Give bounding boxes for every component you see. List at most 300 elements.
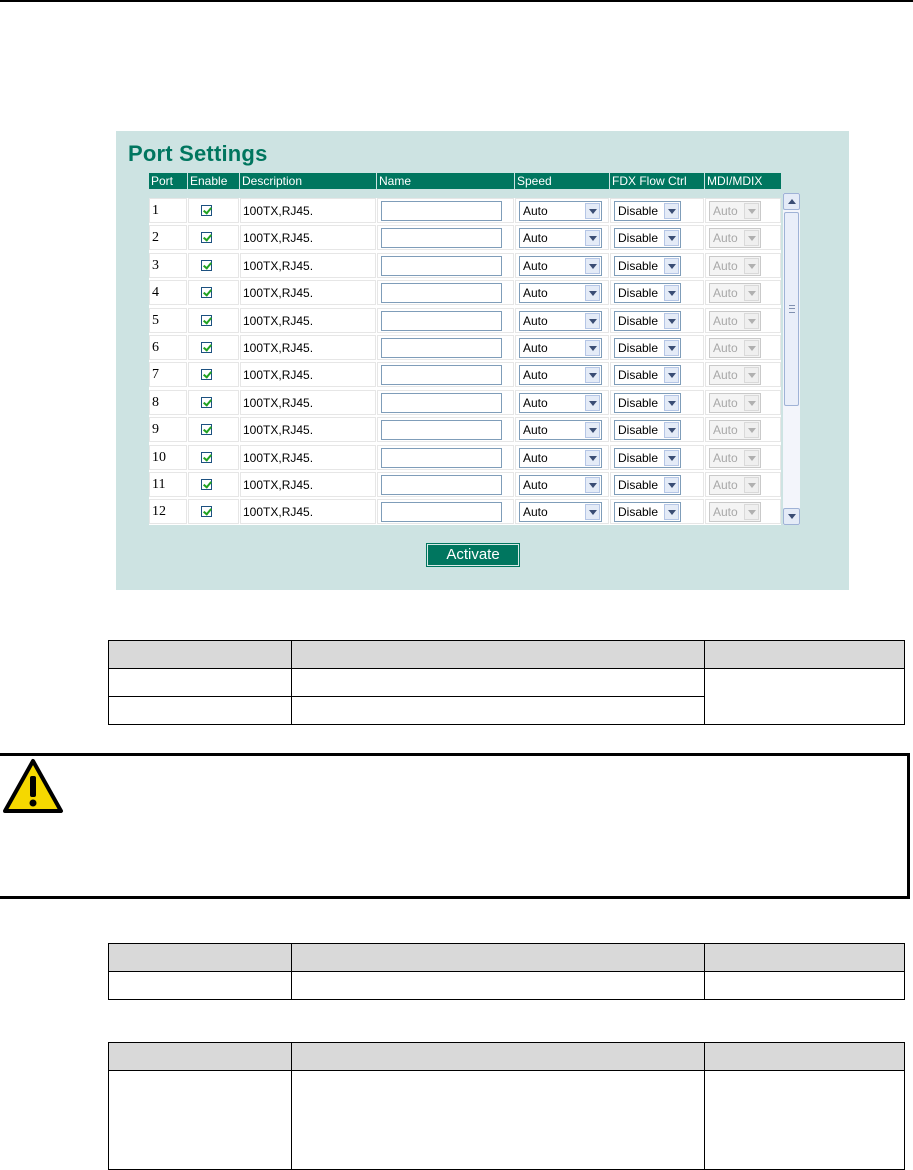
- fdx-cell: [610, 417, 704, 442]
- mdi-value: Auto: [713, 231, 738, 245]
- port-name-input[interactable]: [381, 502, 502, 522]
- enable-cell: [188, 499, 239, 524]
- enable-checkbox[interactable]: [201, 287, 212, 298]
- chevron-down-icon[interactable]: [664, 340, 679, 356]
- speed-select[interactable]: [519, 338, 602, 358]
- port-description: 100TX,RJ45.: [243, 396, 314, 410]
- port-settings-panel: [116, 131, 849, 590]
- enable-checkbox[interactable]: [201, 369, 212, 380]
- mdi-mdix-select: [709, 201, 761, 221]
- speed-select[interactable]: [519, 228, 602, 248]
- description-cell: [240, 499, 376, 524]
- name-cell: [377, 362, 514, 387]
- enable-checkbox[interactable]: [201, 205, 212, 216]
- chevron-down-icon: [744, 477, 759, 493]
- chevron-down-icon[interactable]: [585, 504, 600, 520]
- chevron-down-icon[interactable]: [664, 422, 679, 438]
- fdx-cell: [610, 198, 704, 223]
- column-header-speed: Speed: [515, 173, 609, 189]
- table-row: [109, 1071, 905, 1170]
- speed-select[interactable]: [519, 201, 602, 221]
- fdx-value: Disable: [618, 259, 659, 273]
- port-description: 100TX,RJ45.: [243, 259, 314, 273]
- chevron-down-icon[interactable]: [664, 477, 679, 493]
- fdx-flow-ctrl-select[interactable]: [614, 420, 681, 440]
- chevron-down-icon[interactable]: [664, 504, 679, 520]
- mdi-mdix-select: [709, 502, 761, 522]
- chevron-down-icon[interactable]: [664, 313, 679, 329]
- fdx-cell: [610, 225, 704, 250]
- port-description: 100TX,RJ45.: [243, 231, 314, 245]
- port-name-input[interactable]: [381, 393, 502, 413]
- chevron-down-icon[interactable]: [585, 395, 600, 411]
- table-cell: [705, 972, 905, 1000]
- description-cell: [240, 225, 376, 250]
- fdx-value: Disable: [618, 396, 659, 410]
- page-title: Port Settings: [128, 141, 268, 166]
- speed-select[interactable]: [519, 475, 602, 495]
- warning-box: [0, 753, 910, 899]
- mdi-cell: [705, 280, 781, 305]
- table-header-cell: [705, 944, 905, 972]
- enable-cell: [188, 472, 239, 497]
- parameter-table-1: [108, 640, 905, 725]
- chevron-down-icon: [744, 285, 759, 301]
- table-cell: [291, 1071, 705, 1170]
- speed-select[interactable]: [519, 283, 602, 303]
- chevron-down-icon[interactable]: [585, 285, 600, 301]
- enable-cell: [188, 280, 239, 305]
- table-header-cell: [109, 1043, 292, 1071]
- port-cell: [149, 280, 187, 305]
- speed-cell: [515, 390, 609, 415]
- chevron-down-icon[interactable]: [585, 203, 600, 219]
- chevron-down-icon[interactable]: [585, 340, 600, 356]
- speed-cell: [515, 472, 609, 497]
- enable-cell: [188, 445, 239, 470]
- mdi-cell: [705, 198, 781, 223]
- fdx-cell: [610, 335, 704, 360]
- speed-value: Auto: [523, 286, 548, 300]
- table-header-cell: [109, 944, 292, 972]
- fdx-value: Disable: [618, 368, 659, 382]
- enable-cell: [188, 335, 239, 360]
- speed-cell: [515, 280, 609, 305]
- table-row: [149, 472, 781, 499]
- column-header-mdi-mdix: MDI/MDIX: [705, 173, 781, 189]
- fdx-value: Disable: [618, 341, 659, 355]
- mdi-value: Auto: [713, 341, 738, 355]
- fdx-flow-ctrl-select[interactable]: [614, 393, 681, 413]
- description-cell: [240, 335, 376, 360]
- table-header-cell: [705, 641, 905, 669]
- chevron-down-icon[interactable]: [585, 422, 600, 438]
- fdx-flow-ctrl-select[interactable]: [614, 338, 681, 358]
- chevron-down-icon: [744, 504, 759, 520]
- fdx-flow-ctrl-select[interactable]: [614, 311, 681, 331]
- page-top-rule: [0, 0, 913, 2]
- speed-cell: [515, 335, 609, 360]
- name-cell: [377, 308, 514, 333]
- mdi-mdix-select: [709, 283, 761, 303]
- chevron-down-icon: [744, 203, 759, 219]
- fdx-cell: [610, 472, 704, 497]
- table-header-cell: [291, 944, 705, 972]
- chevron-down-icon: [744, 313, 759, 329]
- port-list: [149, 198, 781, 525]
- port-number: 1: [152, 203, 159, 218]
- speed-cell: [515, 499, 609, 524]
- port-cell: [149, 308, 187, 333]
- chevron-down-icon: [744, 258, 759, 274]
- port-number: 6: [152, 340, 159, 355]
- chevron-down-icon[interactable]: [585, 258, 600, 274]
- table-cell: [705, 1071, 905, 1170]
- port-description: 100TX,RJ45.: [243, 451, 314, 465]
- chevron-down-icon: [744, 395, 759, 411]
- mdi-value: Auto: [713, 314, 738, 328]
- table-row: [149, 308, 781, 335]
- table-row: [149, 362, 781, 389]
- table-header-cell: [705, 1043, 905, 1071]
- chevron-down-icon[interactable]: [585, 477, 600, 493]
- enable-checkbox[interactable]: [201, 452, 212, 463]
- mdi-cell: [705, 253, 781, 278]
- port-number: 9: [152, 422, 159, 437]
- port-cell: [149, 445, 187, 470]
- chevron-down-icon[interactable]: [585, 450, 600, 466]
- port-name-input[interactable]: [381, 256, 502, 276]
- mdi-mdix-select: [709, 393, 761, 413]
- port-cell: [149, 362, 187, 387]
- table-header-cell: [291, 1043, 705, 1071]
- enable-checkbox[interactable]: [201, 506, 212, 517]
- enable-cell: [188, 308, 239, 333]
- table-header-row: [109, 944, 905, 972]
- port-description: 100TX,RJ45.: [243, 341, 314, 355]
- speed-value: Auto: [523, 204, 548, 218]
- fdx-cell: [610, 362, 704, 387]
- port-name-input[interactable]: [381, 475, 502, 495]
- port-description: 100TX,RJ45.: [243, 478, 314, 492]
- column-header-description: Description: [240, 173, 376, 189]
- parameter-table-3: [108, 1042, 905, 1170]
- speed-cell: [515, 198, 609, 223]
- port-description: 100TX,RJ45.: [243, 204, 314, 218]
- table-row: [149, 225, 781, 252]
- port-cell: [149, 499, 187, 524]
- chevron-down-icon[interactable]: [664, 258, 679, 274]
- table-row: [149, 335, 781, 362]
- fdx-value: Disable: [618, 286, 659, 300]
- port-number: 11: [152, 477, 166, 492]
- port-name-input[interactable]: [381, 420, 502, 440]
- table-header-cell: [109, 641, 292, 669]
- chevron-down-icon: [744, 340, 759, 356]
- chevron-down-icon: [744, 230, 759, 246]
- port-description: 100TX,RJ45.: [243, 505, 314, 519]
- enable-checkbox[interactable]: [201, 479, 212, 490]
- mdi-value: Auto: [713, 396, 738, 410]
- mdi-mdix-select: [709, 256, 761, 276]
- table-row: [149, 445, 781, 472]
- port-name-input[interactable]: [381, 283, 502, 303]
- mdi-mdix-select: [709, 311, 761, 331]
- warning-triangle-icon: [2, 758, 64, 814]
- name-cell: [377, 280, 514, 305]
- port-number: 12: [152, 504, 166, 519]
- chevron-down-icon[interactable]: [664, 203, 679, 219]
- speed-value: Auto: [523, 505, 548, 519]
- port-description: 100TX,RJ45.: [243, 286, 314, 300]
- speed-value: Auto: [523, 341, 548, 355]
- parameter-table-2: [108, 943, 905, 1000]
- table-row: [109, 669, 905, 697]
- speed-value: Auto: [523, 396, 548, 410]
- name-cell: [377, 417, 514, 442]
- port-cell: [149, 335, 187, 360]
- name-cell: [377, 472, 514, 497]
- mdi-cell: [705, 417, 781, 442]
- table-cell: [109, 972, 292, 1000]
- enable-cell: [188, 362, 239, 387]
- port-name-input[interactable]: [381, 338, 502, 358]
- table-cell: [291, 697, 705, 725]
- chevron-down-icon[interactable]: [664, 230, 679, 246]
- fdx-flow-ctrl-select[interactable]: [614, 201, 681, 221]
- speed-value: Auto: [523, 478, 548, 492]
- speed-select[interactable]: [519, 448, 602, 468]
- mdi-value: Auto: [713, 204, 738, 218]
- mdi-mdix-select: [709, 228, 761, 248]
- port-number: 8: [152, 395, 159, 410]
- port-cell: [149, 198, 187, 223]
- table-row: [149, 390, 781, 417]
- mdi-cell: [705, 308, 781, 333]
- mdi-cell: [705, 472, 781, 497]
- column-header-port: Port: [149, 173, 187, 189]
- table-row: [149, 198, 781, 225]
- table-cell: [109, 669, 292, 697]
- mdi-value: Auto: [713, 423, 738, 437]
- enable-cell: [188, 253, 239, 278]
- fdx-value: Disable: [618, 451, 659, 465]
- table-cell: [291, 669, 705, 697]
- port-name-input[interactable]: [381, 311, 502, 331]
- chevron-down-icon[interactable]: [585, 367, 600, 383]
- mdi-value: Auto: [713, 368, 738, 382]
- port-number: 10: [152, 450, 166, 465]
- table-row: [149, 253, 781, 280]
- port-description: 100TX,RJ45.: [243, 423, 314, 437]
- chevron-down-icon: [744, 450, 759, 466]
- chevron-down-icon: [744, 422, 759, 438]
- port-number: 5: [152, 313, 159, 328]
- enable-checkbox[interactable]: [201, 424, 212, 435]
- enable-checkbox[interactable]: [201, 397, 212, 408]
- grip-icon: [789, 305, 795, 313]
- mdi-mdix-select: [709, 448, 761, 468]
- fdx-value: Disable: [618, 314, 659, 328]
- fdx-flow-ctrl-select[interactable]: [614, 448, 681, 468]
- port-cell: [149, 253, 187, 278]
- table-row: [149, 499, 781, 526]
- mdi-cell: [705, 445, 781, 470]
- fdx-cell: [610, 308, 704, 333]
- fdx-value: Disable: [618, 204, 659, 218]
- port-list-scrollbar[interactable]: [783, 193, 800, 525]
- chevron-down-icon: [744, 367, 759, 383]
- fdx-value: Disable: [618, 423, 659, 437]
- port-name-input[interactable]: [381, 201, 502, 221]
- fdx-cell: [610, 390, 704, 415]
- enable-cell: [188, 225, 239, 250]
- table-cell: [109, 1071, 292, 1170]
- mdi-cell: [705, 225, 781, 250]
- description-cell: [240, 198, 376, 223]
- fdx-flow-ctrl-select[interactable]: [614, 283, 681, 303]
- enable-checkbox[interactable]: [201, 342, 212, 353]
- enable-checkbox[interactable]: [201, 260, 212, 271]
- enable-cell: [188, 390, 239, 415]
- mdi-value: Auto: [713, 451, 738, 465]
- speed-value: Auto: [523, 314, 548, 328]
- name-cell: [377, 499, 514, 524]
- speed-select[interactable]: [519, 420, 602, 440]
- table-cell: [109, 697, 292, 725]
- column-header-name: Name: [377, 173, 514, 189]
- fdx-cell: [610, 280, 704, 305]
- speed-select[interactable]: [519, 393, 602, 413]
- table-row: [109, 972, 905, 1000]
- fdx-flow-ctrl-select[interactable]: [614, 365, 681, 385]
- mdi-value: Auto: [713, 259, 738, 273]
- chevron-down-icon[interactable]: [585, 313, 600, 329]
- port-name-input[interactable]: [381, 448, 502, 468]
- name-cell: [377, 390, 514, 415]
- table-row: [149, 280, 781, 307]
- port-number: 3: [152, 258, 159, 273]
- table-header-cell: [291, 641, 705, 669]
- mdi-mdix-select: [709, 475, 761, 495]
- name-cell: [377, 225, 514, 250]
- description-cell: [240, 253, 376, 278]
- speed-value: Auto: [523, 231, 548, 245]
- chevron-down-icon[interactable]: [664, 367, 679, 383]
- chevron-down-icon[interactable]: [585, 230, 600, 246]
- table-header-row: [109, 641, 905, 669]
- mdi-value: Auto: [713, 286, 738, 300]
- mdi-value: Auto: [713, 478, 738, 492]
- port-number: 4: [152, 285, 159, 300]
- port-cell: [149, 417, 187, 442]
- fdx-value: Disable: [618, 478, 659, 492]
- port-number: 7: [152, 367, 159, 382]
- speed-select[interactable]: [519, 256, 602, 276]
- description-cell: [240, 417, 376, 442]
- chevron-up-icon[interactable]: [783, 193, 800, 210]
- description-cell: [240, 280, 376, 305]
- description-cell: [240, 390, 376, 415]
- scrollbar-thumb[interactable]: [784, 212, 799, 406]
- enable-checkbox[interactable]: [201, 315, 212, 326]
- column-header-enable: Enable: [188, 173, 239, 189]
- speed-cell: [515, 362, 609, 387]
- table-row: [149, 417, 781, 444]
- speed-value: Auto: [523, 451, 548, 465]
- port-cell: [149, 472, 187, 497]
- description-cell: [240, 445, 376, 470]
- speed-cell: [515, 225, 609, 250]
- port-description: 100TX,RJ45.: [243, 368, 314, 382]
- port-description: 100TX,RJ45.: [243, 314, 314, 328]
- speed-select[interactable]: [519, 365, 602, 385]
- fdx-flow-ctrl-select[interactable]: [614, 256, 681, 276]
- mdi-cell: [705, 335, 781, 360]
- enable-cell: [188, 417, 239, 442]
- description-cell: [240, 308, 376, 333]
- speed-cell: [515, 253, 609, 278]
- port-name-input[interactable]: [381, 228, 502, 248]
- table-cell: [291, 972, 705, 1000]
- speed-select[interactable]: [519, 311, 602, 331]
- fdx-flow-ctrl-select[interactable]: [614, 502, 681, 522]
- port-cell: [149, 225, 187, 250]
- table-cell: [705, 669, 905, 725]
- name-cell: [377, 253, 514, 278]
- speed-select[interactable]: [519, 502, 602, 522]
- chevron-down-icon[interactable]: [664, 285, 679, 301]
- port-cell: [149, 390, 187, 415]
- mdi-cell: [705, 390, 781, 415]
- fdx-cell: [610, 499, 704, 524]
- chevron-down-icon[interactable]: [783, 508, 800, 525]
- mdi-mdix-select: [709, 365, 761, 385]
- fdx-flow-ctrl-select[interactable]: [614, 475, 681, 495]
- table-header-row: [109, 1043, 905, 1071]
- fdx-flow-ctrl-select[interactable]: [614, 228, 681, 248]
- speed-cell: [515, 308, 609, 333]
- fdx-value: Disable: [618, 505, 659, 519]
- description-cell: [240, 362, 376, 387]
- speed-value: Auto: [523, 423, 548, 437]
- name-cell: [377, 335, 514, 360]
- speed-cell: [515, 417, 609, 442]
- port-number: 2: [152, 230, 159, 245]
- mdi-cell: [705, 362, 781, 387]
- port-name-input[interactable]: [381, 365, 502, 385]
- description-cell: [240, 472, 376, 497]
- speed-value: Auto: [523, 368, 548, 382]
- fdx-cell: [610, 253, 704, 278]
- column-header-fdx-flow-ctrl: FDX Flow Ctrl: [610, 173, 704, 189]
- mdi-value: Auto: [713, 505, 738, 519]
- enable-checkbox[interactable]: [201, 232, 212, 243]
- chevron-down-icon[interactable]: [664, 395, 679, 411]
- fdx-value: Disable: [618, 231, 659, 245]
- mdi-cell: [705, 499, 781, 524]
- activate-button[interactable]: Activate: [427, 544, 519, 566]
- fdx-cell: [610, 445, 704, 470]
- chevron-down-icon[interactable]: [664, 450, 679, 466]
- name-cell: [377, 445, 514, 470]
- speed-cell: [515, 445, 609, 470]
- speed-value: Auto: [523, 259, 548, 273]
- enable-cell: [188, 198, 239, 223]
- name-cell: [377, 198, 514, 223]
- mdi-mdix-select: [709, 338, 761, 358]
- mdi-mdix-select: [709, 420, 761, 440]
